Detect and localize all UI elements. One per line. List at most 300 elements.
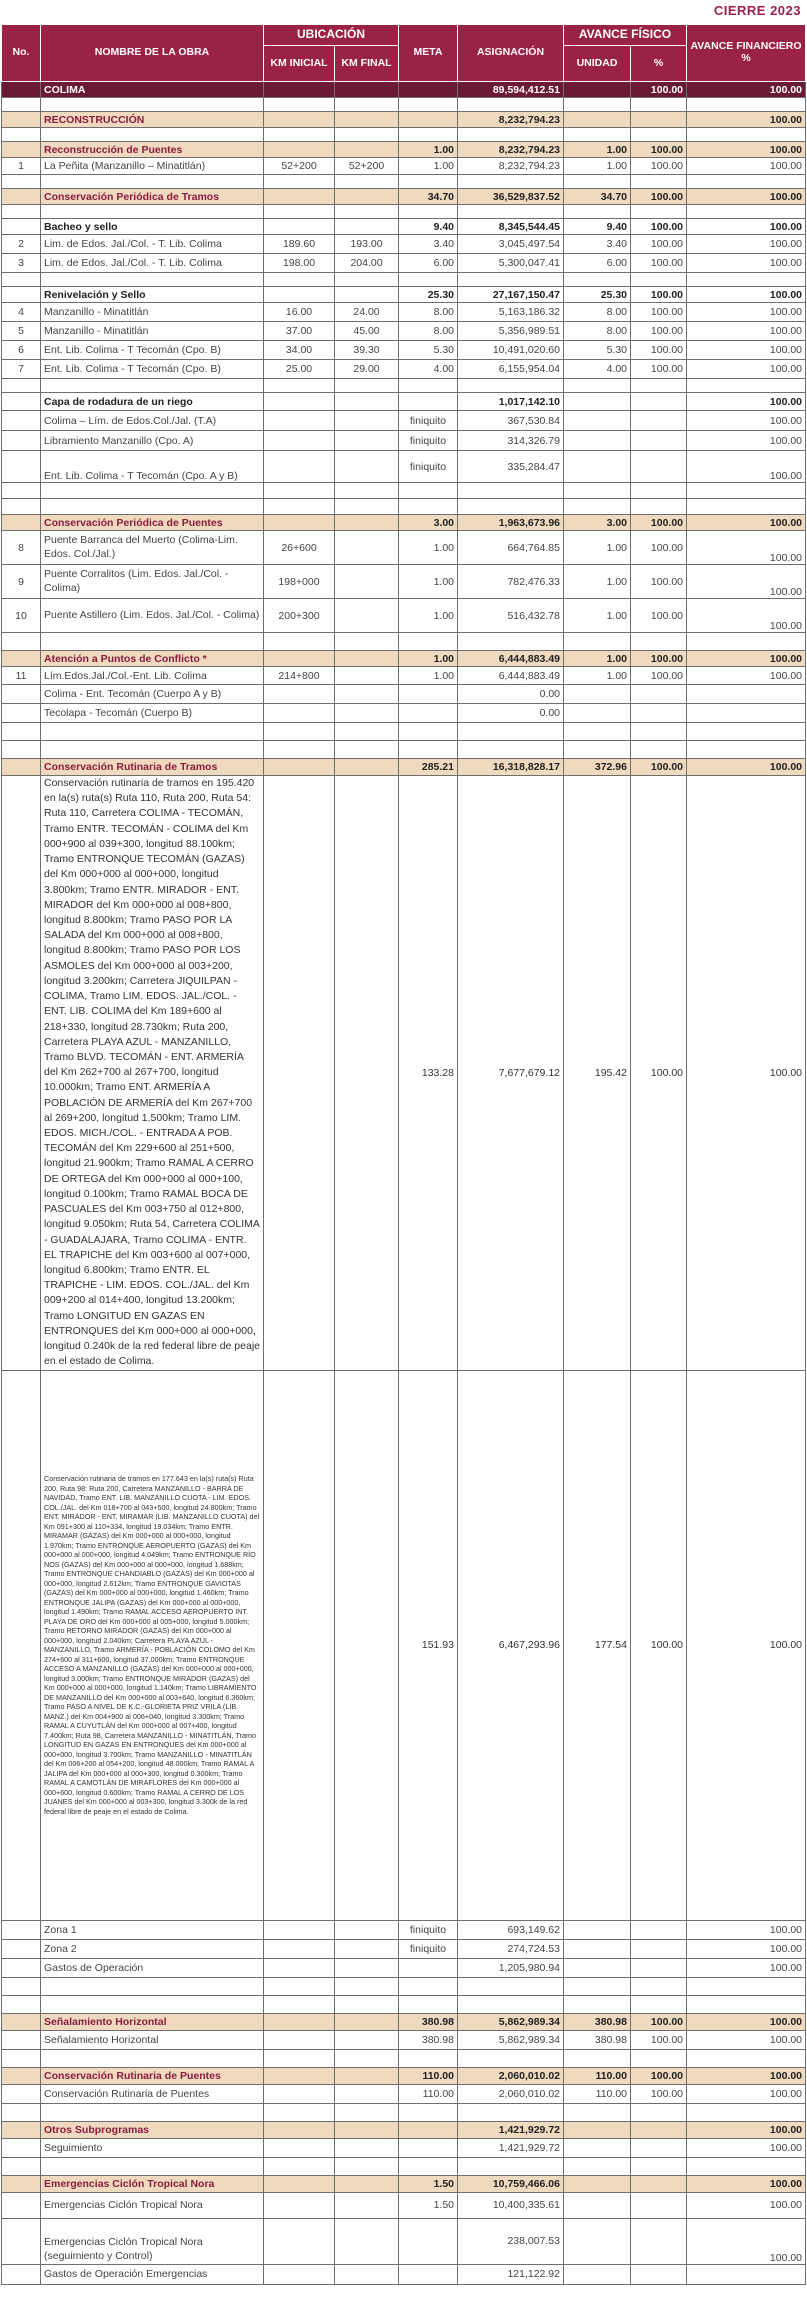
cell-avance-financiero: 100.00	[687, 2138, 806, 2157]
cell-km-inicial	[264, 219, 335, 235]
cell-nombre: La Peñita (Manzanillo – Minatitlán)	[41, 158, 264, 175]
cell-no: 1	[2, 158, 41, 175]
cell-unidad	[564, 499, 631, 515]
cell-avance-financiero	[687, 1995, 806, 2013]
cell-asignacion: 10,400,335.61	[458, 2192, 564, 2218]
cell-no	[2, 287, 41, 303]
cell-nombre: Lim. de Edos. Jal./Col. - T. Lib. Colima	[41, 254, 264, 273]
col-header-asignacion: ASIGNACIÓN	[458, 25, 564, 82]
cell-no	[2, 451, 41, 483]
section-row	[2, 189, 806, 205]
cell-meta	[399, 499, 458, 515]
cell-avance-financiero: 100.00	[687, 2218, 806, 2264]
cell-avance-financiero: 100.00	[687, 2175, 806, 2192]
cell-km-inicial	[264, 723, 335, 741]
cell-meta: 1.00	[399, 565, 458, 599]
cell-km-inicial	[264, 287, 335, 303]
cell-nombre: Ent. Lib. Colima - T Tecomán (Cpo. B)	[41, 360, 264, 379]
cell-meta: 1.00	[399, 142, 458, 158]
cell-meta: 6.00	[399, 254, 458, 273]
cell-unidad	[564, 1958, 631, 1977]
col-header-no: No.	[2, 25, 41, 82]
cell-meta: finiquito	[399, 431, 458, 451]
cell-avance-financiero: 100.00	[687, 2067, 806, 2084]
cell-avance-financiero: 100.00	[687, 303, 806, 322]
cell-avance-financiero: 100.00	[687, 2121, 806, 2138]
cell-km-inicial: 198+000	[264, 565, 335, 599]
cell-pct	[631, 273, 687, 287]
cell-pct: 100.00	[631, 254, 687, 273]
cell-km-inicial	[264, 1920, 335, 1939]
cell-asignacion: 8,232,794.23	[458, 112, 564, 128]
section-row	[2, 2121, 806, 2138]
cell-asignacion: 5,862,989.34	[458, 2030, 564, 2049]
cell-km-final	[335, 287, 399, 303]
table-row	[2, 254, 806, 273]
cell-unidad	[564, 2175, 631, 2192]
cell-pct: 100.00	[631, 158, 687, 175]
cell-nombre	[41, 499, 264, 515]
cell-no	[2, 723, 41, 741]
cell-km-final: 29.00	[335, 360, 399, 379]
table-row	[2, 2084, 806, 2103]
works-table	[1, 24, 806, 2285]
cell-nombre: Gastos de Operación	[41, 1958, 264, 1977]
cell-avance-financiero: 100.00	[687, 2030, 806, 2049]
cell-no	[2, 1920, 41, 1939]
spacer-row	[2, 633, 806, 651]
cell-meta	[399, 1995, 458, 2013]
cell-meta	[399, 1977, 458, 1995]
table-row	[2, 1920, 806, 1939]
cell-nombre: Señalamiento Horizontal	[41, 2030, 264, 2049]
cell-no	[2, 431, 41, 451]
cell-no	[2, 411, 41, 431]
cell-nombre	[41, 483, 264, 499]
cell-avance-financiero	[687, 483, 806, 499]
cell-no: 3	[2, 254, 41, 273]
table-row	[2, 431, 806, 451]
cell-pct: 100.00	[631, 515, 687, 531]
cell-asignacion: 2,060,010.02	[458, 2084, 564, 2103]
cell-km-final	[335, 565, 399, 599]
cell-km-final	[335, 1920, 399, 1939]
cell-km-inicial	[264, 175, 335, 189]
works-table-body	[2, 82, 806, 2285]
cell-km-inicial	[264, 2218, 335, 2264]
cell-no	[2, 2013, 41, 2030]
cell-no	[2, 98, 41, 112]
cell-no	[2, 273, 41, 287]
cell-meta: 5.30	[399, 341, 458, 360]
cell-asignacion: 0.00	[458, 704, 564, 723]
cell-asignacion: 10,759,466.06	[458, 2175, 564, 2192]
cell-km-inicial	[264, 1958, 335, 1977]
cell-pct	[631, 704, 687, 723]
col-header-meta: META	[399, 25, 458, 82]
cell-nombre: Puente Corralitos (Lim. Edos. Jal./Col. - Colima)	[41, 565, 264, 599]
cell-no	[2, 741, 41, 759]
cell-meta: 1.00	[399, 158, 458, 175]
cell-unidad: 1.00	[564, 667, 631, 685]
col-header-km-final: KM FINAL	[335, 46, 399, 82]
cell-unidad: 6.00	[564, 254, 631, 273]
cell-km-final	[335, 189, 399, 205]
cell-pct: 100.00	[631, 341, 687, 360]
table-row	[2, 303, 806, 322]
cell-km-final	[335, 723, 399, 741]
cell-km-inicial	[264, 2103, 335, 2121]
cell-avance-financiero: 100.00	[687, 451, 806, 483]
cell-no: 11	[2, 667, 41, 685]
cell-no: 4	[2, 303, 41, 322]
cell-nombre: Libramiento Manzanillo (Cpo. A)	[41, 431, 264, 451]
cell-meta: 9.40	[399, 219, 458, 235]
cell-pct	[631, 1920, 687, 1939]
cell-km-inicial	[264, 741, 335, 759]
cell-no	[2, 2067, 41, 2084]
table-row	[2, 322, 806, 341]
cell-asignacion: 36,529,837.52	[458, 189, 564, 205]
cell-km-final	[335, 515, 399, 531]
cell-unidad	[564, 2138, 631, 2157]
cell-nombre	[41, 2103, 264, 2121]
cell-km-final	[335, 1977, 399, 1995]
cell-pct	[631, 2157, 687, 2175]
cell-km-inicial	[264, 451, 335, 483]
cell-meta: 8.00	[399, 322, 458, 341]
cell-meta: 3.00	[399, 515, 458, 531]
cell-nombre	[41, 1977, 264, 1995]
cell-pct	[631, 723, 687, 741]
cell-no	[2, 2084, 41, 2103]
cell-avance-financiero: 100.00	[687, 322, 806, 341]
cell-pct	[631, 379, 687, 393]
cell-pct: 100.00	[631, 531, 687, 565]
cell-nombre: Capa de rodadura de un riego	[41, 393, 264, 411]
cell-km-final: 193.00	[335, 235, 399, 254]
cell-unidad: 1.00	[564, 531, 631, 565]
cell-nombre: Puente Barranca del Muerto (Colima-Lim. Edos. Col./Jal.)	[41, 531, 264, 565]
cell-avance-financiero: 100.00	[687, 254, 806, 273]
section-row	[2, 651, 806, 667]
cell-pct	[631, 98, 687, 112]
cell-nombre: Conservación Periódica de Tramos	[41, 189, 264, 205]
cell-pct	[631, 633, 687, 651]
cell-km-inicial: 34.00	[264, 341, 335, 360]
cell-km-final	[335, 112, 399, 128]
cell-unidad	[564, 2157, 631, 2175]
table-row	[2, 411, 806, 431]
cell-km-final	[335, 1995, 399, 2013]
cell-no	[2, 1995, 41, 2013]
cell-unidad: 380.98	[564, 2013, 631, 2030]
cell-asignacion: 0.00	[458, 685, 564, 704]
cell-km-inicial	[264, 704, 335, 723]
cell-km-final	[335, 2067, 399, 2084]
cell-nombre: Colima – Lím. de Edos.Col./Jal. (T.A)	[41, 411, 264, 431]
cell-unidad	[564, 1920, 631, 1939]
cell-km-final	[335, 2157, 399, 2175]
cell-nombre	[41, 379, 264, 393]
table-row	[2, 2192, 806, 2218]
cell-avance-financiero	[687, 2049, 806, 2067]
cell-no	[2, 379, 41, 393]
cell-km-final	[335, 2192, 399, 2218]
cell-avance-financiero	[687, 175, 806, 189]
cell-km-final: 45.00	[335, 322, 399, 341]
cell-asignacion: 782,476.33	[458, 565, 564, 599]
cell-nombre: Ent. Lib. Colima - T Tecomán (Cpo. B)	[41, 341, 264, 360]
cell-pct	[631, 2175, 687, 2192]
cell-meta: 34.70	[399, 189, 458, 205]
cell-pct: 100.00	[631, 235, 687, 254]
cell-no: 5	[2, 322, 41, 341]
cell-unidad	[564, 205, 631, 219]
cell-no: 6	[2, 341, 41, 360]
cell-nombre: Señalamiento Horizontal	[41, 2013, 264, 2030]
cell-km-inicial	[264, 651, 335, 667]
cell-pct	[631, 2121, 687, 2138]
cell-pct	[631, 175, 687, 189]
cell-meta: 1.00	[399, 667, 458, 685]
cell-km-inicial	[264, 379, 335, 393]
cell-unidad	[564, 2218, 631, 2264]
cell-pct	[631, 205, 687, 219]
cell-asignacion: 5,300,047.41	[458, 254, 564, 273]
cell-pct: 100.00	[631, 219, 687, 235]
cell-km-inicial	[264, 776, 335, 1371]
cell-nombre: COLIMA	[41, 82, 264, 98]
cell-meta	[399, 273, 458, 287]
cell-unidad: 372.96	[564, 759, 631, 776]
cell-asignacion	[458, 2157, 564, 2175]
section-row	[2, 112, 806, 128]
cell-meta	[399, 685, 458, 704]
cell-nombre: Lim. de Edos. Jal./Col. - T. Lib. Colima	[41, 235, 264, 254]
cell-km-final	[335, 98, 399, 112]
table-row	[2, 776, 806, 1371]
cell-pct	[631, 499, 687, 515]
cell-asignacion: 693,149.62	[458, 1920, 564, 1939]
cell-avance-financiero: 100.00	[687, 360, 806, 379]
cell-avance-financiero: 100.00	[687, 287, 806, 303]
cell-asignacion	[458, 723, 564, 741]
cell-asignacion: 516,432.78	[458, 599, 564, 633]
cell-unidad: 8.00	[564, 303, 631, 322]
cell-meta	[399, 483, 458, 499]
cell-asignacion: 16,318,828.17	[458, 759, 564, 776]
cell-km-inicial: 37.00	[264, 322, 335, 341]
cell-asignacion	[458, 2103, 564, 2121]
cell-km-inicial	[264, 128, 335, 142]
cell-km-inicial	[264, 2084, 335, 2103]
cell-meta	[399, 112, 458, 128]
cell-nombre: RECONSTRUCCIÓN	[41, 112, 264, 128]
cell-avance-financiero: 100.00	[687, 565, 806, 599]
cell-meta	[399, 2264, 458, 2284]
cell-meta: 133.28	[399, 776, 458, 1371]
cell-asignacion	[458, 273, 564, 287]
cell-km-inicial	[264, 2138, 335, 2157]
cell-km-inicial: 198.00	[264, 254, 335, 273]
cell-meta: 3.40	[399, 235, 458, 254]
cell-km-inicial	[264, 273, 335, 287]
cell-avance-financiero	[687, 273, 806, 287]
cell-unidad	[564, 2192, 631, 2218]
group-row	[2, 287, 806, 303]
cell-km-inicial	[264, 142, 335, 158]
section-row	[2, 2175, 806, 2192]
table-row	[2, 704, 806, 723]
cell-avance-financiero: 100.00	[687, 1920, 806, 1939]
table-row	[2, 1958, 806, 1977]
cell-no	[2, 219, 41, 235]
spacer-row	[2, 741, 806, 759]
cell-nombre	[41, 741, 264, 759]
cell-km-inicial	[264, 2157, 335, 2175]
cell-nombre: Emergencias Ciclón Tropical Nora (seguimiento y Control)	[41, 2218, 264, 2264]
cell-pct	[631, 2049, 687, 2067]
table-row	[2, 158, 806, 175]
cell-avance-financiero	[687, 704, 806, 723]
cell-no: 8	[2, 531, 41, 565]
spacer-row	[2, 1995, 806, 2013]
cell-km-inicial	[264, 1939, 335, 1958]
cell-nombre: Conservación Rutinaria de Puentes	[41, 2067, 264, 2084]
cell-km-final	[335, 2013, 399, 2030]
cell-meta	[399, 379, 458, 393]
cell-no	[2, 128, 41, 142]
cell-nombre: Reconstrucción de Puentes	[41, 142, 264, 158]
cell-asignacion: 1,421,929.72	[458, 2138, 564, 2157]
cell-km-inicial	[264, 1370, 335, 1920]
cell-meta: finiquito	[399, 1920, 458, 1939]
table-row	[2, 2030, 806, 2049]
spacer-row	[2, 273, 806, 287]
cell-unidad: 380.98	[564, 2030, 631, 2049]
cell-km-final: 39.30	[335, 341, 399, 360]
table-row	[2, 360, 806, 379]
cell-km-final	[335, 599, 399, 633]
cell-pct: 100.00	[631, 189, 687, 205]
cell-unidad: 1.00	[564, 651, 631, 667]
cell-unidad: 1.00	[564, 158, 631, 175]
cell-unidad	[564, 2103, 631, 2121]
spacer-row	[2, 205, 806, 219]
cell-nombre: Conservación Rutinaria de Tramos	[41, 759, 264, 776]
cell-asignacion	[458, 741, 564, 759]
cell-nombre: Conservación Periódica de Puentes	[41, 515, 264, 531]
cell-meta	[399, 2049, 458, 2067]
cell-km-final	[335, 393, 399, 411]
cell-nombre: Conservación Rutinaria de Puentes	[41, 2084, 264, 2103]
cell-unidad: 3.00	[564, 515, 631, 531]
cell-km-final	[335, 431, 399, 451]
cell-nombre	[41, 2049, 264, 2067]
cell-meta	[399, 741, 458, 759]
cell-avance-financiero	[687, 723, 806, 741]
spacer-row	[2, 2157, 806, 2175]
cell-avance-financiero: 100.00	[687, 599, 806, 633]
cell-no	[2, 189, 41, 205]
cell-unidad	[564, 175, 631, 189]
cell-pct: 100.00	[631, 1370, 687, 1920]
cell-avance-financiero	[687, 685, 806, 704]
cell-no	[2, 205, 41, 219]
cell-meta	[399, 2157, 458, 2175]
cell-unidad	[564, 1977, 631, 1995]
table-row	[2, 451, 806, 483]
cell-unidad: 25.30	[564, 287, 631, 303]
spacer-row	[2, 2049, 806, 2067]
cell-pct: 100.00	[631, 2013, 687, 2030]
cell-unidad: 1.00	[564, 565, 631, 599]
cell-unidad: 5.30	[564, 341, 631, 360]
cell-asignacion	[458, 483, 564, 499]
cell-km-final	[335, 1958, 399, 1977]
cell-pct: 100.00	[631, 322, 687, 341]
cell-pct: 100.00	[631, 759, 687, 776]
cell-avance-financiero	[687, 1977, 806, 1995]
cell-asignacion: 89,594,412.51	[458, 82, 564, 98]
cell-avance-financiero: 100.00	[687, 776, 806, 1371]
cell-nombre: Colima - Ent. Tecomán (Cuerpo A y B)	[41, 685, 264, 704]
cell-asignacion: 10,491,020.60	[458, 341, 564, 360]
cell-pct: 100.00	[631, 360, 687, 379]
cell-km-final: 204.00	[335, 254, 399, 273]
cell-no	[2, 2157, 41, 2175]
cell-unidad	[564, 2121, 631, 2138]
cell-unidad	[564, 1939, 631, 1958]
cell-nombre: Emergencias Ciclón Tropical Nora	[41, 2192, 264, 2218]
cell-pct	[631, 685, 687, 704]
cell-km-inicial	[264, 499, 335, 515]
cell-km-final	[335, 411, 399, 431]
cell-km-final	[335, 128, 399, 142]
cell-km-final	[335, 2030, 399, 2049]
cell-km-inicial: 214+800	[264, 667, 335, 685]
cell-unidad: 3.40	[564, 235, 631, 254]
cell-asignacion	[458, 379, 564, 393]
cell-pct: 100.00	[631, 142, 687, 158]
col-header-ubicacion: UBICACIÓN	[264, 25, 399, 46]
group-row	[2, 219, 806, 235]
cell-km-inicial	[264, 431, 335, 451]
cell-meta	[399, 128, 458, 142]
cell-km-inicial	[264, 189, 335, 205]
cell-no	[2, 112, 41, 128]
cell-no	[2, 776, 41, 1371]
cell-nombre	[41, 175, 264, 189]
cell-km-final	[335, 219, 399, 235]
spacer-row	[2, 2103, 806, 2121]
cell-km-final	[335, 2103, 399, 2121]
cell-no	[2, 175, 41, 189]
cell-unidad	[564, 685, 631, 704]
cell-nombre: Bacheo y sello	[41, 219, 264, 235]
cell-asignacion: 1,017,142.10	[458, 393, 564, 411]
cell-nombre: Gastos de Operación Emergencias	[41, 2264, 264, 2284]
cell-avance-financiero: 100.00	[687, 1370, 806, 1920]
cell-meta: 1.50	[399, 2192, 458, 2218]
cell-meta: finiquito	[399, 451, 458, 483]
spacer-row	[2, 175, 806, 189]
cell-meta	[399, 2138, 458, 2157]
section-row	[2, 2067, 806, 2084]
cell-km-inicial	[264, 393, 335, 411]
cell-km-inicial	[264, 685, 335, 704]
